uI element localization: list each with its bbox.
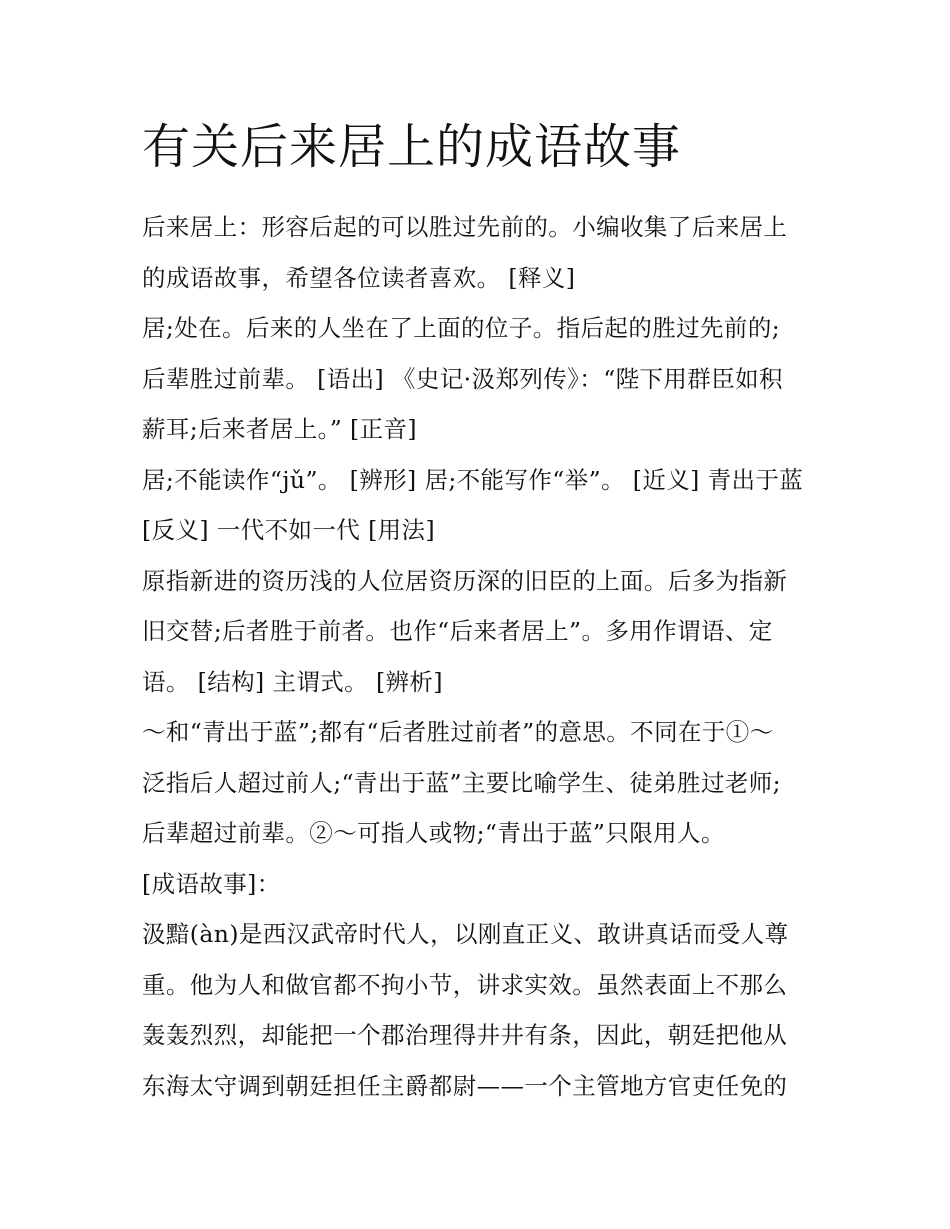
body-line: 泛指后人超过前人;“青出于蓝”主要比喻学生、徒弟胜过老师;	[142, 768, 781, 797]
body-line: 薪耳;后来者居上。” [正音]	[142, 415, 417, 443]
body-line: 后来居上：形容后起的可以胜过先前的。小编收集了后来居上	[142, 213, 788, 241]
body-line: 居;不能读作“jǔ”。 [辨形] 居;不能写作“举”。 [近义] 青出于蓝	[142, 465, 804, 494]
body-line: 旧交替;后者胜于前者。也作“后来者居上”。多用作谓语、定	[142, 617, 773, 645]
body-line: 语。 [结构] 主谓式。 [辨析]	[142, 667, 443, 696]
body-line: 后辈胜过前辈。 [语出] 《史记·汲郑列传》：“陛下用群臣如积	[142, 364, 783, 393]
document-page	[142, 112, 822, 1111]
body-line: 原指新进的资历浅的人位居资历深的旧臣的上面。后多为指新	[142, 566, 788, 595]
document-body	[142, 202, 822, 1111]
body-line: 东海太守调到朝廷担任主爵都尉——一个主管地方官吏任免的	[142, 1071, 788, 1100]
body-line: 的成语故事，希望各位读者喜欢。 [释义]	[142, 263, 576, 292]
body-line: 居;处在。后来的人坐在了上面的位子。指后起的胜过先前的;	[142, 314, 781, 342]
body-line: 重。他为人和做官都不拘小节，讲求实效。虽然表面上不那么	[142, 970, 788, 999]
body-line: 汲黯(àn)是西汉武帝时代人，以刚直正义、敢讲真话而受人尊	[142, 920, 789, 948]
body-line: ～和“青出于蓝”;都有“后者胜过前者”的意思。不同在于①～	[142, 718, 774, 746]
body-line: 轰轰烈烈，却能把一个郡治理得井井有条，因此，朝廷把他从	[142, 1021, 788, 1049]
body-line: [反义] 一代不如一代 [用法]	[142, 516, 436, 544]
body-line: 后辈超过前辈。②～可指人或物;“青出于蓝”只限用人。	[142, 819, 725, 847]
section-heading: [成语故事]：	[142, 869, 281, 898]
document-title: 有关后来居上的成语故事	[142, 119, 682, 175]
